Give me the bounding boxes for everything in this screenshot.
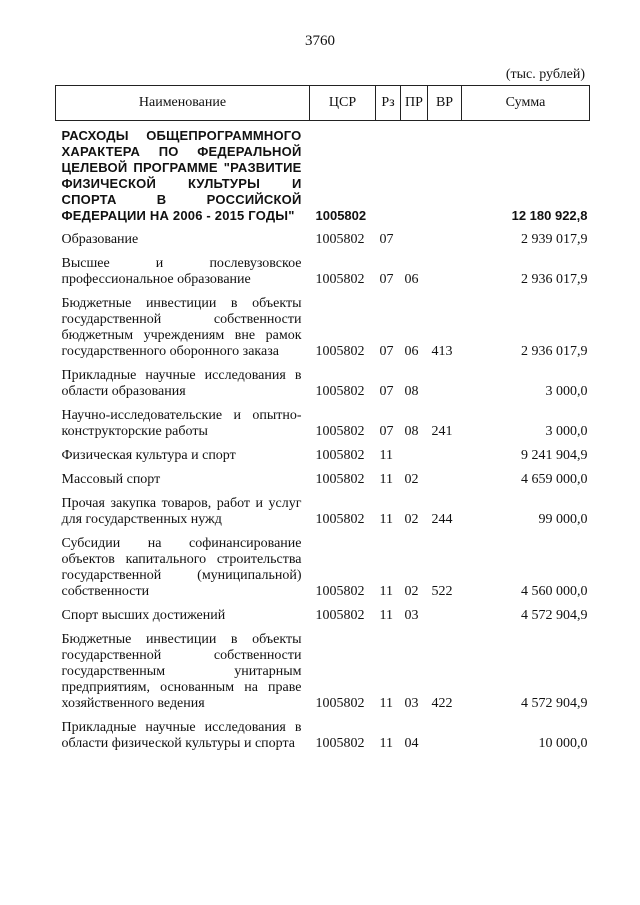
table-row — [56, 464, 590, 488]
row-rz: 07 — [379, 232, 394, 247]
row-vr — [428, 121, 462, 225]
row-csr: 1005802 — [315, 448, 365, 463]
row-sum: 2 939 017,9 — [521, 232, 588, 247]
row-vr: 244 — [431, 512, 453, 527]
row-sum: 2 936 017,9 — [521, 344, 588, 359]
table-row — [56, 224, 590, 248]
header-pr: ПР — [401, 86, 428, 121]
row-sum: 2 936 017,9 — [521, 272, 588, 287]
table-row — [56, 488, 590, 528]
row-sum: 10 000,0 — [538, 736, 588, 751]
row-rz: 11 — [379, 736, 393, 751]
row-rz: 11 — [379, 696, 393, 711]
header-csr: ЦСР — [310, 86, 376, 121]
row-name: Образование — [61, 232, 139, 247]
row-csr: 1005802 — [315, 608, 365, 623]
row-pr: 03 — [404, 608, 419, 623]
row-pr: 08 — [404, 384, 419, 399]
row-rz: 07 — [379, 424, 394, 439]
table-row — [56, 400, 590, 440]
row-pr: 02 — [404, 584, 419, 599]
row-name: Прикладные научные исследования в области образования — [61, 368, 302, 399]
row-csr: 1005802 — [315, 736, 365, 751]
row-rz: 11 — [379, 584, 393, 599]
row-csr: 1005802 — [315, 344, 365, 359]
row-vr — [428, 248, 462, 288]
table-row — [56, 600, 590, 624]
row-name: Бюджетные инвестиции в объекты государственной собственности бюджетным учреждениям вне рамок государственного оборонного заказа — [61, 296, 302, 359]
row-rz — [376, 121, 401, 225]
row-rz: 07 — [379, 272, 394, 287]
budget-table — [55, 85, 590, 752]
row-csr: 1005802 — [315, 384, 365, 399]
row-vr: 241 — [431, 424, 453, 439]
header-rz: Рз — [376, 86, 401, 121]
row-rz: 07 — [379, 344, 394, 359]
row-sum: 3 000,0 — [545, 424, 588, 439]
row-name: Физическая культура и спорт — [61, 448, 236, 463]
row-name: Массовый спорт — [61, 472, 161, 487]
row-csr: 1005802 — [315, 272, 365, 287]
row-csr: 1005802 — [315, 232, 365, 247]
row-rz: 11 — [379, 472, 393, 487]
table-row — [56, 528, 590, 600]
row-sum: 4 560 000,0 — [521, 584, 588, 599]
table-row — [56, 121, 590, 225]
row-rz: 11 — [379, 448, 393, 463]
row-name: Бюджетные инвестиции в объекты государственной собственности государственным унитарным предприятиям, основанным на праве хозяйственного ведения — [61, 632, 302, 711]
header-name: Наименование — [56, 86, 310, 121]
table-row — [56, 624, 590, 712]
row-sum: 12 180 922,8 — [511, 208, 588, 223]
row-sum: 4 659 000,0 — [521, 472, 588, 487]
row-pr: 02 — [404, 512, 419, 527]
row-rz: 11 — [379, 608, 393, 623]
table-row — [56, 712, 590, 752]
table-header-row — [56, 86, 590, 121]
row-pr: 06 — [404, 272, 419, 287]
row-vr: 422 — [431, 696, 453, 711]
row-sum: 4 572 904,9 — [521, 696, 588, 711]
table-row — [56, 248, 590, 288]
row-vr — [428, 600, 462, 624]
row-vr — [428, 360, 462, 400]
row-pr: 03 — [404, 696, 419, 711]
table-row — [56, 360, 590, 400]
row-pr — [401, 224, 428, 248]
row-vr — [428, 224, 462, 248]
row-csr: 1005802 — [315, 584, 365, 599]
row-csr: 1005802 — [315, 696, 365, 711]
row-rz: 07 — [379, 384, 394, 399]
row-sum: 4 572 904,9 — [521, 608, 588, 623]
row-pr: 08 — [404, 424, 419, 439]
row-name: Субсидии на софинансирование объектов капитального строительства государственной (муниципальной) собственности — [61, 536, 302, 599]
row-pr: 02 — [404, 472, 419, 487]
header-sum: Сумма — [462, 86, 590, 121]
row-name: Спорт высших достижений — [61, 608, 226, 623]
row-vr: 413 — [431, 344, 453, 359]
header-vr: ВР — [428, 86, 462, 121]
row-pr: 04 — [404, 736, 419, 751]
table-row — [56, 440, 590, 464]
units-label: (тыс. рублей) — [505, 67, 585, 82]
row-name: Высшее и послевузовское профессиональное образование — [61, 256, 302, 287]
row-vr — [428, 712, 462, 752]
row-pr — [401, 440, 428, 464]
page-number: 3760 — [305, 33, 335, 49]
row-name: Прикладные научные исследования в области физической культуры и спорта — [61, 720, 302, 751]
row-csr: 1005802 — [315, 512, 365, 527]
row-rz: 11 — [379, 512, 393, 527]
row-vr — [428, 440, 462, 464]
row-name: РАСХОДЫ ОБЩЕПРОГРАММНОГО ХАРАКТЕРА ПО ФЕДЕРАЛЬНОЙ ЦЕЛЕВОЙ ПРОГРАММЕ "РАЗВИТИЕ ФИЗИЧЕСКОЙ КУЛЬТУРЫ И СПОРТА В РОССИЙСКОЙ ФЕДЕРАЦИИ НА 2006 - 2015 ГОДЫ" — [61, 128, 302, 223]
row-vr — [428, 464, 462, 488]
table-row — [56, 288, 590, 360]
row-pr: 06 — [404, 344, 419, 359]
row-sum: 3 000,0 — [545, 384, 588, 399]
row-csr: 1005802 — [315, 472, 365, 487]
row-sum: 9 241 904,9 — [521, 448, 588, 463]
row-csr: 1005802 — [315, 208, 367, 223]
row-vr: 522 — [431, 584, 453, 599]
row-csr: 1005802 — [315, 424, 365, 439]
row-pr — [401, 121, 428, 225]
row-name: Прочая закупка товаров, работ и услуг для государственных нужд — [61, 496, 302, 527]
row-name: Научно-исследовательские и опытно-конструкторские работы — [61, 408, 302, 439]
row-sum: 99 000,0 — [538, 512, 588, 527]
